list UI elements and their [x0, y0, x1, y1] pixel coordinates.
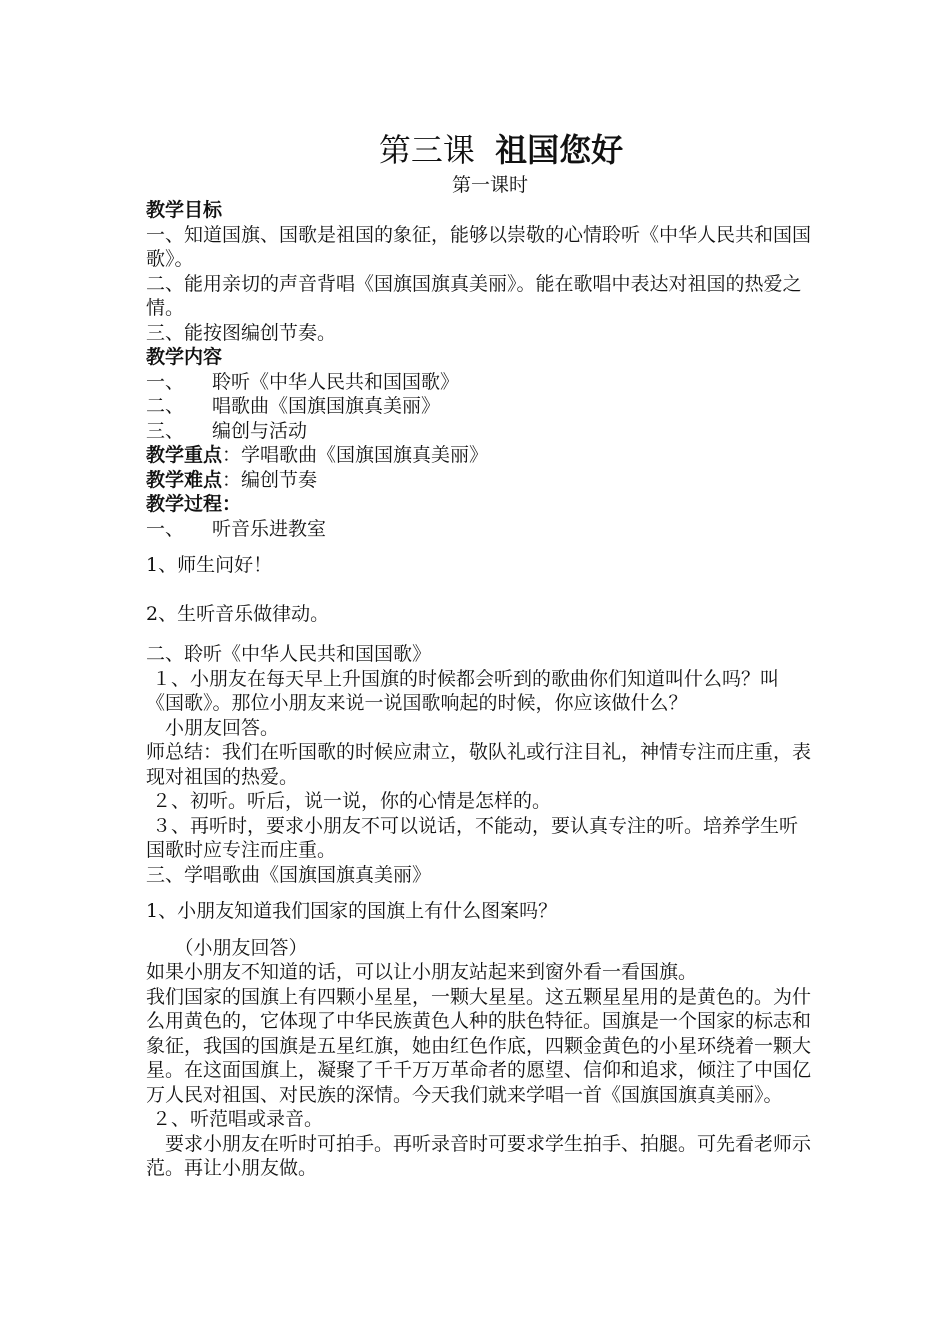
content-item-number: 二、 — [146, 395, 185, 417]
paragraph: 要求小朋友在听时可拍手。再听录音时可要求学生拍手、拍腿。可先看老师示范。再让小朋友做。 — [146, 1132, 812, 1179]
content-item — [146, 394, 816, 419]
content-item-number: 一、 — [146, 370, 185, 393]
process-substep: 1、小朋友知道我们国家的国旗上有什么图案吗？ — [146, 900, 558, 922]
process-substep: 2、生听音乐做律动。 — [146, 602, 330, 625]
title-lesson-number: 第三课 — [378, 131, 475, 169]
process-substep: １、小朋友在每天早上升国旗的时候都会听到的歌曲你们知道叫什么吗？叫《国歌》。那位小朋友来说一说国歌响起的时候，你应该做什么？ — [146, 667, 780, 714]
content-heading: 教学内容 — [146, 346, 223, 368]
process-step-number: 一、 — [146, 517, 185, 540]
document-content — [146, 130, 816, 1181]
lesson-subtitle: 第一课时 — [451, 174, 528, 196]
difficulty-label: 教学难点 — [146, 468, 223, 491]
teacher-summary: 师总结：我们在听国歌的时候应肃立，敬队礼或行注目礼，神情专注而庄重，表现对祖国的热爱。 — [146, 741, 812, 788]
content-item — [146, 370, 816, 395]
content-item-text: 唱歌曲《国旗国旗真美丽》 — [212, 395, 441, 417]
process-substep: ３、再听时，要求小朋友不可以说话，不能动，要认真专注的听。培养学生听国歌时应专注而庄重。 — [146, 814, 799, 861]
process-step-2: 二、聆听《中华人民共和国国歌》 — [146, 643, 432, 665]
paragraph: 如果小朋友不知道的话，可以让小朋友站起来到窗外看一看国旗。 — [146, 961, 698, 983]
key-point — [146, 443, 816, 468]
process-substep: 小朋友回答。 — [146, 716, 280, 739]
key-point-value: ：学唱歌曲《国旗国旗真美丽》 — [222, 444, 489, 466]
process-substep: ２、听范唱或录音。 — [146, 1108, 324, 1130]
objective-item: 一、知道国旗、国歌是祖国的象征，能够以崇敬的心情聆听《中华人民共和国国歌》。 — [146, 223, 812, 270]
objective-item: 二、能用亲切的声音背唱《国旗国旗真美丽》。能在歌唱中表达对祖国的热爱之情。 — [146, 272, 802, 319]
process-substep: ２、初听。听后，说一说，你的心情是怎样的。 — [146, 790, 552, 812]
objective-item: 三、能按图编创节奏。 — [146, 321, 337, 344]
process-step-3: 三、学唱歌曲《国旗国旗真美丽》 — [146, 863, 432, 886]
lesson-title — [146, 130, 816, 170]
process-substep: 1、师生问好！ — [146, 554, 273, 576]
difficulty-value: ：编创节奏 — [222, 468, 318, 491]
title-lesson-name: 祖国您好 — [495, 131, 624, 169]
content-item-text: 编创与活动 — [212, 419, 308, 442]
process-step-text: 听音乐进教室 — [212, 517, 327, 540]
objectives-heading: 教学目标 — [146, 199, 223, 221]
process-substep: （小朋友回答） — [146, 936, 308, 959]
difficulty — [146, 468, 816, 493]
content-item-number: 三、 — [146, 419, 185, 442]
key-point-label: 教学重点 — [146, 444, 223, 466]
paragraph: 我们国家的国旗上有四颗小星星，一颗大星星。这五颗星星用的是黄色的。为什么用黄色的，它体现了中华民族黄色人种的肤色特征。国旗是一个国家的标志和象征，我国的国旗是五星红旗，她由红色作底，四颗金黄色的小星环绕着一颗大星。在这面国旗上，凝聚了千千万万革命者的愿望、信仰和追求，倾注了中国亿万人民对祖国、对民族的深情。今天我们就来学唱一首《国旗国旗真美丽》。 — [146, 985, 812, 1106]
process-heading: 教学过程： — [146, 493, 242, 515]
process-step-1 — [146, 517, 816, 542]
content-item-text: 聆听《中华人民共和国国歌》 — [212, 370, 460, 393]
content-item — [146, 419, 816, 444]
